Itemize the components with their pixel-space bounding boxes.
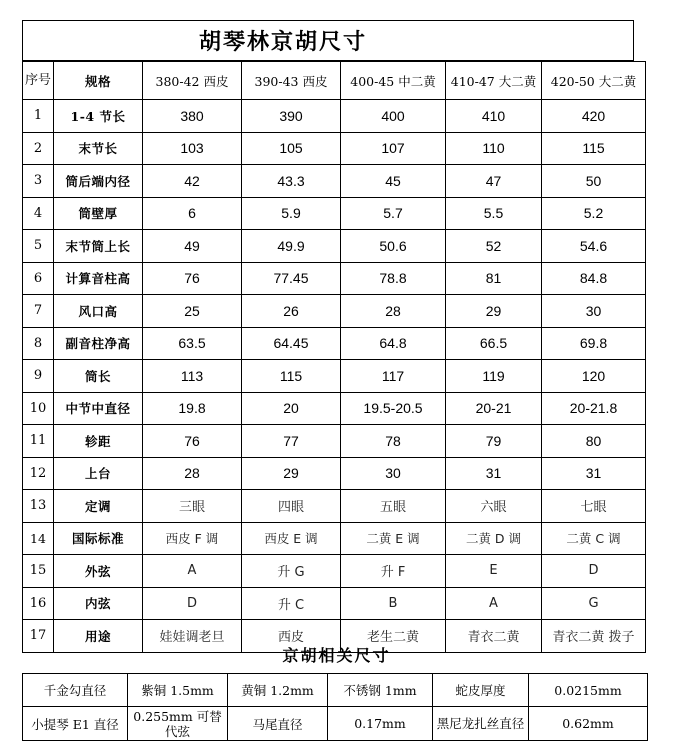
row-value: 115 bbox=[542, 132, 646, 165]
row-value: 升 F bbox=[341, 555, 446, 588]
table-row bbox=[23, 360, 646, 393]
related-label: 黑尼龙扎丝直径 bbox=[433, 707, 529, 741]
table-row bbox=[23, 100, 646, 133]
row-value: 29 bbox=[242, 457, 341, 490]
row-spec-name: 末节长 bbox=[54, 132, 143, 165]
header-model: 380-42 西皮 bbox=[143, 62, 242, 100]
row-value: 79 bbox=[446, 425, 542, 458]
related-row bbox=[23, 674, 648, 707]
row-spec-name: 末节筒上长 bbox=[54, 230, 143, 263]
row-value: 43.3 bbox=[242, 165, 341, 198]
row-value: 20-21 bbox=[446, 392, 542, 425]
row-value: 五眼 bbox=[341, 490, 446, 523]
row-index: 9 bbox=[23, 360, 54, 393]
header-index: 序号 bbox=[23, 62, 54, 100]
row-value: 二黄 D 调 bbox=[446, 522, 542, 555]
related-table bbox=[22, 673, 648, 741]
related-label: 马尾直径 bbox=[228, 707, 328, 741]
row-value: 28 bbox=[143, 457, 242, 490]
row-index: 15 bbox=[23, 555, 54, 588]
row-value: 107 bbox=[341, 132, 446, 165]
row-value: 47 bbox=[446, 165, 542, 198]
row-index: 5 bbox=[23, 230, 54, 263]
row-value: 113 bbox=[143, 360, 242, 393]
table-row bbox=[23, 165, 646, 198]
row-value: 103 bbox=[143, 132, 242, 165]
spec-table bbox=[22, 61, 646, 653]
row-index: 11 bbox=[23, 425, 54, 458]
row-value: 76 bbox=[143, 425, 242, 458]
header-model: 410-47 大二黄 bbox=[446, 62, 542, 100]
row-value: 老生二黄 bbox=[341, 620, 446, 653]
table-row bbox=[23, 457, 646, 490]
row-value: 50 bbox=[542, 165, 646, 198]
row-value: 二黄 E 调 bbox=[341, 522, 446, 555]
row-spec-name: 计算音柱高 bbox=[54, 262, 143, 295]
table-row bbox=[23, 327, 646, 360]
row-value: 69.8 bbox=[542, 327, 646, 360]
row-index: 13 bbox=[23, 490, 54, 523]
row-spec-name: 上台 bbox=[54, 457, 143, 490]
row-value: 105 bbox=[242, 132, 341, 165]
row-index: 6 bbox=[23, 262, 54, 295]
row-value: 六眼 bbox=[446, 490, 542, 523]
row-value: 78 bbox=[341, 425, 446, 458]
row-value: 380 bbox=[143, 100, 242, 133]
row-value: 娃娃调老旦 bbox=[143, 620, 242, 653]
row-spec-name: 1-4 节长 bbox=[54, 100, 143, 133]
table-row bbox=[23, 490, 646, 523]
row-value: 110 bbox=[446, 132, 542, 165]
header-model: 390-43 西皮 bbox=[242, 62, 341, 100]
row-value: 420 bbox=[542, 100, 646, 133]
row-value: 77 bbox=[242, 425, 341, 458]
row-spec-name: 定调 bbox=[54, 490, 143, 523]
row-value: 49.9 bbox=[242, 230, 341, 263]
row-value: 120 bbox=[542, 360, 646, 393]
related-label: 小提琴 E1 直径 bbox=[23, 707, 128, 741]
related-row bbox=[23, 707, 648, 741]
row-value: 西皮 F 调 bbox=[143, 522, 242, 555]
related-label: 蛇皮厚度 bbox=[433, 674, 529, 707]
row-value: 28 bbox=[341, 295, 446, 328]
row-index: 2 bbox=[23, 132, 54, 165]
row-spec-name: 副音柱净高 bbox=[54, 327, 143, 360]
table-row bbox=[23, 522, 646, 555]
row-value: 25 bbox=[143, 295, 242, 328]
row-value: 19.5-20.5 bbox=[341, 392, 446, 425]
row-value: 64.8 bbox=[341, 327, 446, 360]
row-index: 1 bbox=[23, 100, 54, 133]
row-value: 64.45 bbox=[242, 327, 341, 360]
row-value: 49 bbox=[143, 230, 242, 263]
title-box bbox=[22, 20, 634, 61]
row-value: B bbox=[341, 587, 446, 620]
row-value: 26 bbox=[242, 295, 341, 328]
table-row bbox=[23, 230, 646, 263]
related-label: 千金勾直径 bbox=[23, 674, 128, 707]
row-index: 7 bbox=[23, 295, 54, 328]
related-value: 0.0215mm bbox=[529, 674, 648, 707]
related-value: 0.17mm bbox=[328, 707, 433, 741]
row-value: 119 bbox=[446, 360, 542, 393]
row-index: 16 bbox=[23, 587, 54, 620]
related-value: 0.62mm bbox=[529, 707, 648, 741]
table-row bbox=[23, 262, 646, 295]
row-value: 50.6 bbox=[341, 230, 446, 263]
row-index: 14 bbox=[23, 522, 54, 555]
row-value: 31 bbox=[446, 457, 542, 490]
row-spec-name: 国际标准 bbox=[54, 522, 143, 555]
related-value: 黄铜 1.2mm bbox=[228, 674, 328, 707]
table-row bbox=[23, 197, 646, 230]
row-value: 三眼 bbox=[143, 490, 242, 523]
row-index: 10 bbox=[23, 392, 54, 425]
row-value: 西皮 E 调 bbox=[242, 522, 341, 555]
row-value: 5.7 bbox=[341, 197, 446, 230]
row-value: G bbox=[542, 587, 646, 620]
row-value: 400 bbox=[341, 100, 446, 133]
related-value: 紫铜 1.5mm bbox=[128, 674, 228, 707]
row-spec-name: 筒长 bbox=[54, 360, 143, 393]
row-spec-name: 轸距 bbox=[54, 425, 143, 458]
row-value: 31 bbox=[542, 457, 646, 490]
row-value: 29 bbox=[446, 295, 542, 328]
related-value: 0.255mm 可替代弦 bbox=[128, 707, 228, 741]
row-value: E bbox=[446, 555, 542, 588]
row-value: 54.6 bbox=[542, 230, 646, 263]
row-value: A bbox=[446, 587, 542, 620]
row-value: 45 bbox=[341, 165, 446, 198]
row-spec-name: 筒后端内径 bbox=[54, 165, 143, 198]
header-model: 420-50 大二黄 bbox=[542, 62, 646, 100]
row-index: 3 bbox=[23, 165, 54, 198]
table-row bbox=[23, 392, 646, 425]
row-spec-name: 内弦 bbox=[54, 587, 143, 620]
row-value: 390 bbox=[242, 100, 341, 133]
header-model: 400-45 中二黄 bbox=[341, 62, 446, 100]
table-header-row bbox=[23, 62, 646, 100]
row-value: 四眼 bbox=[242, 490, 341, 523]
row-index: 17 bbox=[23, 620, 54, 653]
row-index: 4 bbox=[23, 197, 54, 230]
row-value: 20-21.8 bbox=[542, 392, 646, 425]
row-value: 66.5 bbox=[446, 327, 542, 360]
row-spec-name: 风口高 bbox=[54, 295, 143, 328]
table-row bbox=[23, 132, 646, 165]
related-title: 京胡相关尺寸 bbox=[282, 646, 391, 665]
row-value: 52 bbox=[446, 230, 542, 263]
row-value: 78.8 bbox=[341, 262, 446, 295]
row-value: 二黄 C 调 bbox=[542, 522, 646, 555]
row-value: A bbox=[143, 555, 242, 588]
row-value: 5.9 bbox=[242, 197, 341, 230]
row-value: 30 bbox=[341, 457, 446, 490]
row-spec-name: 筒壁厚 bbox=[54, 197, 143, 230]
row-spec-name: 用途 bbox=[54, 620, 143, 653]
row-value: 升 G bbox=[242, 555, 341, 588]
related-value: 不锈钢 1mm bbox=[328, 674, 433, 707]
table-row bbox=[23, 295, 646, 328]
table-row bbox=[23, 425, 646, 458]
row-value: 42 bbox=[143, 165, 242, 198]
row-value: 117 bbox=[341, 360, 446, 393]
row-spec-name: 外弦 bbox=[54, 555, 143, 588]
row-value: 青衣二黄 bbox=[446, 620, 542, 653]
row-value: 410 bbox=[446, 100, 542, 133]
row-index: 8 bbox=[23, 327, 54, 360]
row-spec-name: 中节中直径 bbox=[54, 392, 143, 425]
row-value: D bbox=[143, 587, 242, 620]
row-value: 84.8 bbox=[542, 262, 646, 295]
table-row bbox=[23, 587, 646, 620]
row-value: 升 C bbox=[242, 587, 341, 620]
row-value: 76 bbox=[143, 262, 242, 295]
row-value: 19.8 bbox=[143, 392, 242, 425]
row-value: 西皮 bbox=[242, 620, 341, 653]
row-value: 77.45 bbox=[242, 262, 341, 295]
row-value: D bbox=[542, 555, 646, 588]
table-row bbox=[23, 555, 646, 588]
row-value: 115 bbox=[242, 360, 341, 393]
header-spec: 规格 bbox=[54, 62, 143, 100]
row-index: 12 bbox=[23, 457, 54, 490]
row-value: 63.5 bbox=[143, 327, 242, 360]
row-value: 6 bbox=[143, 197, 242, 230]
row-value: 80 bbox=[542, 425, 646, 458]
row-value: 20 bbox=[242, 392, 341, 425]
row-value: 81 bbox=[446, 262, 542, 295]
row-value: 七眼 bbox=[542, 490, 646, 523]
row-value: 5.5 bbox=[446, 197, 542, 230]
row-value: 30 bbox=[542, 295, 646, 328]
row-value: 青衣二黄 拨子 bbox=[542, 620, 646, 653]
row-value: 5.2 bbox=[542, 197, 646, 230]
page-title: 胡琴林京胡尺寸 bbox=[198, 29, 367, 55]
